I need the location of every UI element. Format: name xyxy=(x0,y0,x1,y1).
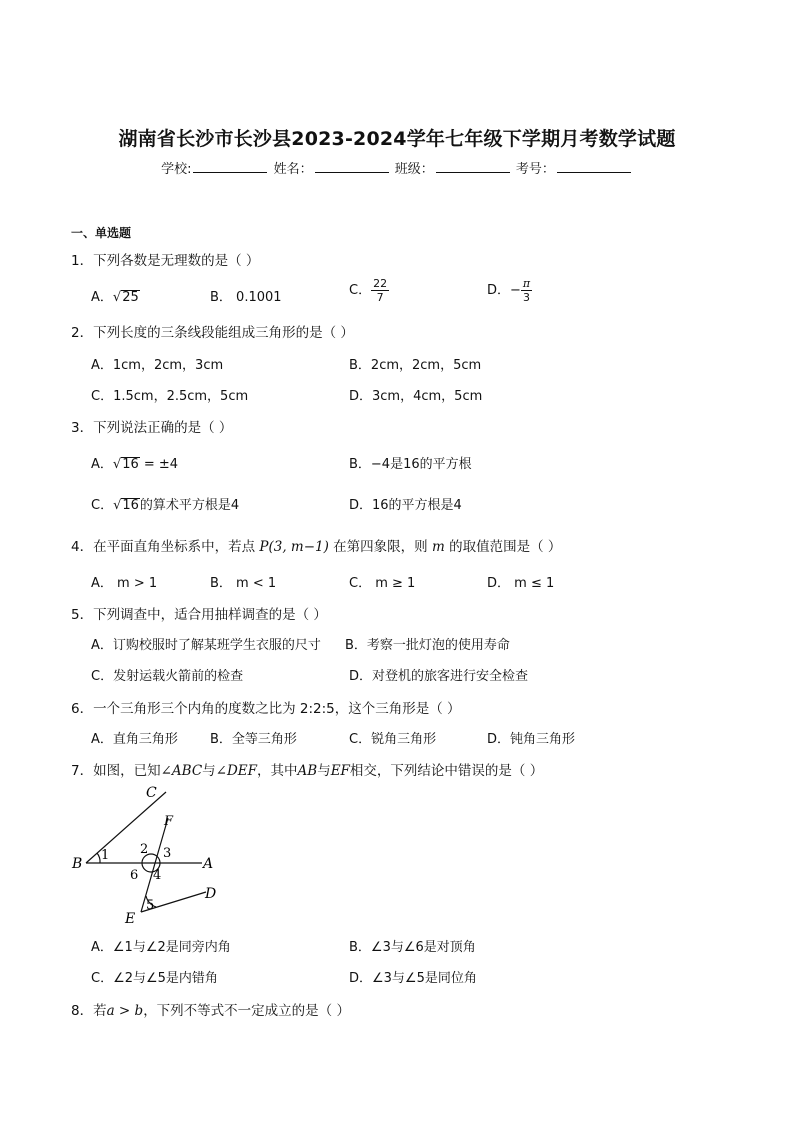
q3-c-radicand: 16 xyxy=(122,498,139,513)
q3-a-radicand: 16 xyxy=(122,457,139,472)
angle-label-5: 5 xyxy=(146,898,155,913)
q7-option-c: C．∠2与∠5是内错角 xyxy=(91,971,218,986)
q7-seg2: EF xyxy=(330,763,350,779)
number-label: 考号： xyxy=(515,162,555,177)
q7-stem-mid: ，其中 xyxy=(257,763,298,779)
q2-option-b: B．2cm，2cm，5cm xyxy=(349,358,482,373)
q1-c-num: 22 xyxy=(373,277,388,290)
q4-var: m xyxy=(431,539,445,555)
q1-d-num: π xyxy=(522,277,531,290)
q3-stem: 3．下列说法正确的是（ ） xyxy=(71,420,233,436)
q7-figure xyxy=(66,780,236,930)
q5-stem: 5．下列调查中，适合用抽样调查的是（ ） xyxy=(71,607,327,623)
q2-option-a: A．1cm，2cm，3cm xyxy=(91,358,224,373)
q5-option-d: D．对登机的旅客进行安全检查 xyxy=(349,669,529,684)
q7-stem xyxy=(71,759,543,779)
q1-d-fraction xyxy=(521,277,532,304)
angle-label-6: 6 xyxy=(130,868,139,883)
q6-option-a: A．直角三角形 xyxy=(91,732,178,747)
q1-d-den: 3 xyxy=(523,291,531,304)
line-bc xyxy=(86,792,166,863)
page-title: 湖南省长沙市长沙县2023-2024学年七年级下学期月考数学试题 xyxy=(118,128,676,150)
q4-option-d: D． m ≤ 1 xyxy=(487,576,555,591)
label-c: C xyxy=(146,785,157,801)
q3-option-d: D．16的平方根是4 xyxy=(349,498,462,513)
q1-c-den: 7 xyxy=(376,291,384,304)
q1-c-fraction xyxy=(371,277,389,304)
q4-option-a: A． m > 1 xyxy=(91,576,158,591)
q7-option-b: B．∠3与∠6是对顶角 xyxy=(349,940,476,955)
angle-label-2: 2 xyxy=(140,842,149,857)
angle-label-4: 4 xyxy=(153,868,162,883)
school-blank[interactable] xyxy=(193,160,267,173)
q7-option-a: A．∠1与∠2是同旁内角 xyxy=(91,940,231,955)
q7-option-d: D．∠3与∠5是同位角 xyxy=(349,971,477,986)
q1-option-d xyxy=(487,277,532,304)
angle-label-3: 3 xyxy=(163,846,172,861)
q4-stem-mid: 在第四象限，则 xyxy=(328,539,432,555)
q2-option-c: C．1.5cm，2.5cm，5cm xyxy=(91,389,249,404)
q3-option-a: A．√16 = ±4 xyxy=(91,457,179,472)
q8-stem-pre: 8．若 xyxy=(71,1003,107,1019)
q5-option-a: A．订购校服时了解某班学生衣服的尺寸 xyxy=(91,638,321,653)
label-e: E xyxy=(125,911,136,927)
q3-option-b: B．−4是16的平方根 xyxy=(349,457,472,472)
q2-option-d: D．3cm，4cm，5cm xyxy=(349,389,483,404)
label-f: F xyxy=(164,814,174,829)
q6-option-d: D．钝角三角形 xyxy=(487,732,576,747)
q3-c-label: C． xyxy=(91,498,114,513)
label-b: B xyxy=(72,856,83,872)
q5-option-c: C．发射运载火箭前的检查 xyxy=(91,669,244,684)
q7-stem-pre: 7．如图，已知 xyxy=(71,763,161,779)
q6-option-c: C．锐角三角形 xyxy=(349,732,437,747)
q4-stem xyxy=(71,535,561,555)
q1-a-radicand: 25 xyxy=(122,290,139,305)
class-label: 班级： xyxy=(394,162,434,177)
q1-option-b: B． 0.1001 xyxy=(210,290,282,305)
q6-stem: 6．一个三角形三个内角的度数之比为 2:2:5，这个三角形是（ ） xyxy=(71,701,461,717)
q3-option-c: C．√16的算术平方根是4 xyxy=(91,498,240,513)
q7-angle1: ∠ABC xyxy=(160,763,203,779)
q3-c-rest: 的算术平方根是4 xyxy=(139,498,240,513)
q2-stem: 2．下列长度的三条线段能组成三角形的是（ ） xyxy=(71,325,354,341)
number-blank[interactable] xyxy=(557,160,631,173)
q3-a-label: A． xyxy=(91,457,113,472)
section-title: 一、单选题 xyxy=(71,226,132,240)
q4-point: P(3, m−1) xyxy=(259,539,329,555)
q1-option-c xyxy=(349,277,389,304)
q7-angle2: ∠DEF xyxy=(215,763,258,779)
q1-a-label: A． xyxy=(91,290,113,305)
q7-seg1: AB xyxy=(297,763,318,779)
q5-option-b: B．考察一批灯泡的使用寿命 xyxy=(345,638,510,653)
q8-stem xyxy=(71,999,350,1019)
q7-stem-post: 相交，下列结论中错误的是（ ） xyxy=(349,763,544,779)
q1-d-label: D． xyxy=(487,283,511,298)
q1-d-sign: − xyxy=(510,283,521,298)
label-a: A xyxy=(203,856,214,872)
name-blank[interactable] xyxy=(315,160,389,173)
q4-option-b: B． m < 1 xyxy=(210,576,277,591)
q6-option-b: B．全等三角形 xyxy=(210,732,297,747)
class-blank[interactable] xyxy=(436,160,510,173)
angle-1-arc xyxy=(97,853,100,863)
label-d: D xyxy=(205,886,217,902)
q4-stem-post: 的取值范围是（ ） xyxy=(444,539,562,555)
q8-stem-post: ，下列不等式不一定成立的是（ ） xyxy=(143,1003,350,1019)
q4-stem-pre: 4．在平面直角坐标系中，若点 xyxy=(71,539,260,555)
q4-option-c: C． m ≥ 1 xyxy=(349,576,416,591)
q1-option-a: A．√25 xyxy=(91,290,139,305)
q1-stem: 1．下列各数是无理数的是（ ） xyxy=(71,253,260,269)
student-info-line xyxy=(0,158,794,177)
q7-stem-and2: 与 xyxy=(317,763,331,779)
angle-label-1: 1 xyxy=(101,848,110,863)
school-label: 学校: xyxy=(161,162,192,177)
q1-c-label: C． xyxy=(349,283,372,298)
name-label: 姓名： xyxy=(273,162,313,177)
q8-cond: a > b xyxy=(106,1003,144,1019)
q3-a-rest: = ±4 xyxy=(139,457,179,472)
q7-stem-and: 与 xyxy=(202,763,216,779)
